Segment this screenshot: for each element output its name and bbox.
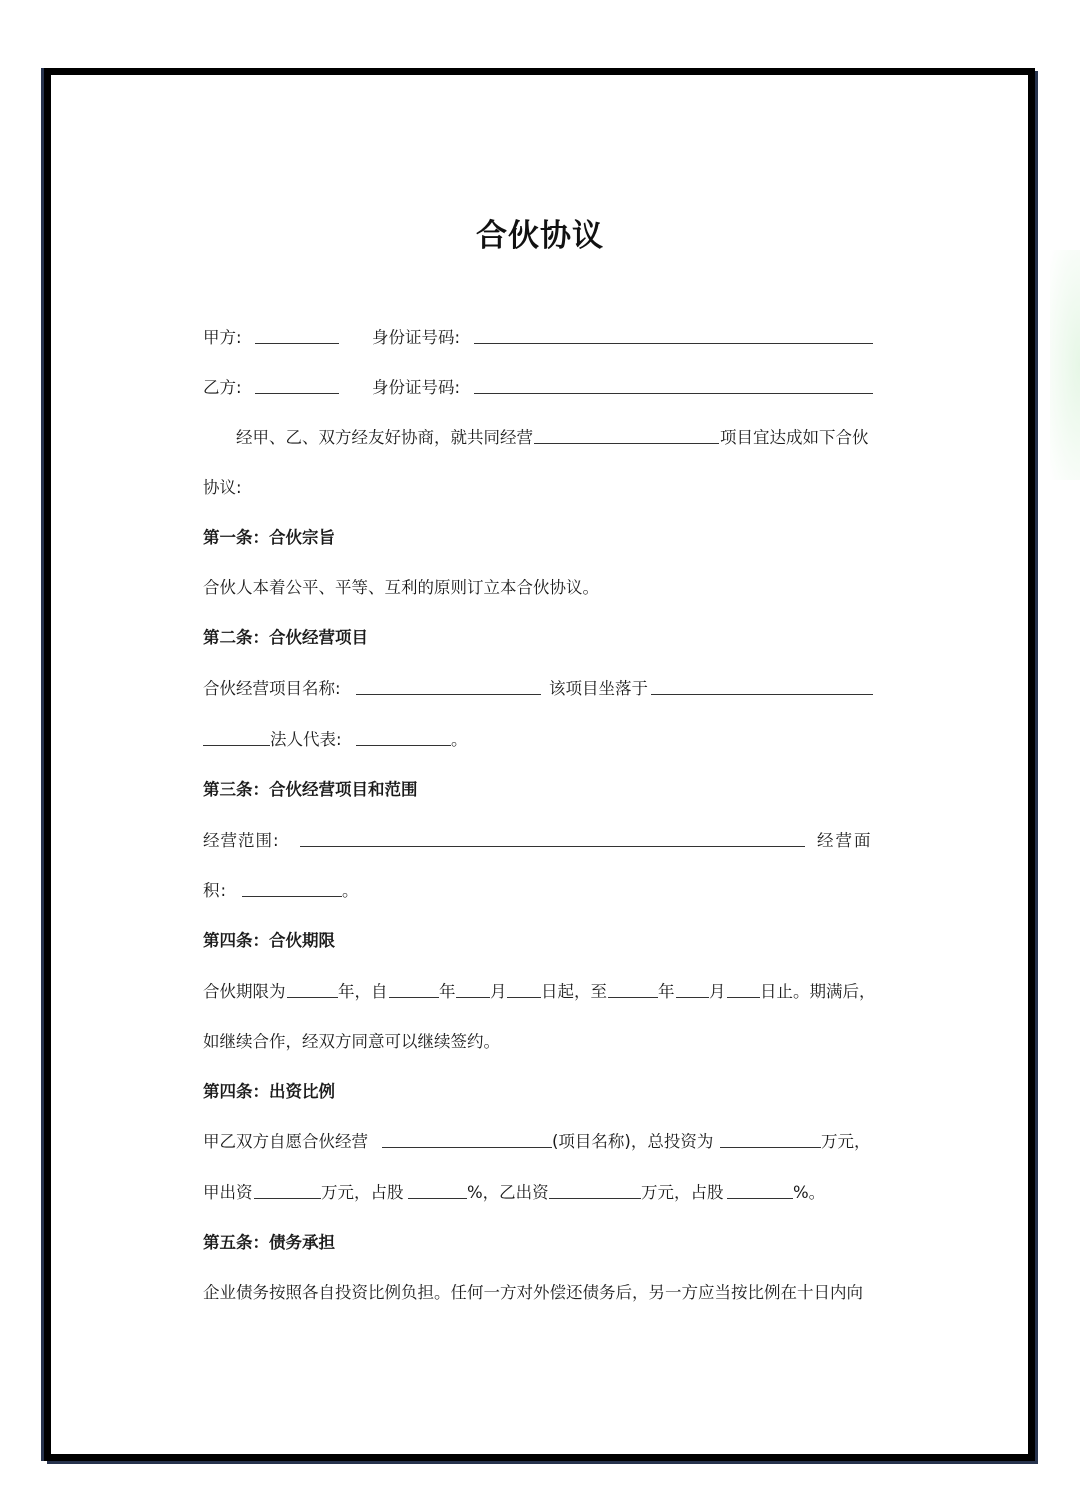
article-1-text: 合伙人本着公平、平等、互利的原则订立本合伙协议。 bbox=[203, 578, 599, 597]
article-4b-heading: 第四条：出资比例 bbox=[203, 1082, 335, 1101]
start-month-label: 月 bbox=[490, 982, 507, 1001]
legal-rep-label: 法人代表: bbox=[270, 730, 342, 749]
area-blank[interactable] bbox=[242, 876, 342, 897]
end-year-blank[interactable] bbox=[608, 977, 658, 998]
party-b-share-blank[interactable] bbox=[727, 1178, 793, 1199]
party-a-id-label: 身份证号码: bbox=[372, 328, 461, 347]
end-day-blank[interactable] bbox=[727, 977, 760, 998]
party-a-share-blank[interactable] bbox=[408, 1178, 467, 1199]
article-5-text: 企业债务按照各自投资比例负担。任何一方对外偿还债务后，另一方应当按比例在十日内向 bbox=[203, 1283, 863, 1302]
party-b-blank[interactable] bbox=[255, 373, 339, 394]
term-from-label: 年，自 bbox=[338, 982, 388, 1001]
article-5-heading: 第五条：债务承担 bbox=[203, 1233, 335, 1252]
end-month-blank[interactable] bbox=[676, 977, 709, 998]
party-b-capital-label: %，乙出资 bbox=[467, 1183, 549, 1202]
party-b-id-label: 身份证号码: bbox=[372, 378, 461, 397]
article-3-row-1 bbox=[203, 826, 873, 856]
intro-part3: 协议: bbox=[203, 478, 242, 497]
article-2-row-1 bbox=[203, 674, 873, 704]
party-a-capital-label: 甲出资 bbox=[203, 1183, 253, 1202]
party-b-share-unit: %。 bbox=[793, 1183, 826, 1202]
start-day-blank[interactable] bbox=[507, 977, 541, 998]
start-month-blank[interactable] bbox=[456, 977, 490, 998]
article-3-heading: 第三条：合伙经营项目和范围 bbox=[203, 780, 418, 799]
intro-row-2 bbox=[203, 473, 873, 503]
party-a-share-label: 万元，占股 bbox=[321, 1183, 404, 1202]
edge-glow bbox=[1050, 250, 1080, 480]
article-4b-row-1 bbox=[203, 1127, 873, 1157]
legal-rep-period: 。 bbox=[451, 730, 468, 749]
end-year-label: 年 bbox=[658, 982, 675, 1001]
end-month-label: 月 bbox=[709, 982, 726, 1001]
end-day-label: 日止。期满后， bbox=[760, 982, 876, 1001]
party-b-id-blank[interactable] bbox=[474, 373, 873, 394]
article-2-row-2 bbox=[203, 725, 873, 755]
party-b-share-label: 万元，占股 bbox=[641, 1183, 724, 1202]
capital-intro: 甲乙双方自愿合伙经营 bbox=[203, 1132, 368, 1151]
term-years-blank[interactable] bbox=[287, 977, 338, 998]
article-4-row-2: 如继续合作，经双方同意可以继续签约。 bbox=[203, 1032, 500, 1051]
article-1-heading: 第一条：合伙宗旨 bbox=[203, 528, 335, 547]
total-investment-blank[interactable] bbox=[720, 1127, 821, 1148]
start-year-label: 年 bbox=[439, 982, 456, 1001]
project-name-label: 合伙经营项目名称: bbox=[203, 679, 341, 698]
location-blank-cont[interactable] bbox=[203, 725, 270, 746]
intro-part1: 经甲、乙、双方经友好协商，就共同经营 bbox=[236, 428, 533, 447]
party-a-blank[interactable] bbox=[255, 323, 339, 344]
location-blank[interactable] bbox=[651, 674, 873, 695]
term-label: 合伙期限为 bbox=[203, 982, 286, 1001]
party-a-id-blank[interactable] bbox=[474, 323, 873, 344]
area-period: 。 bbox=[342, 881, 359, 900]
scope-blank[interactable] bbox=[300, 826, 805, 847]
project-blank[interactable] bbox=[534, 423, 719, 444]
article-4b-row-2 bbox=[203, 1178, 873, 1208]
party-b-capital-blank[interactable] bbox=[549, 1178, 641, 1199]
party-b-row bbox=[203, 373, 873, 403]
area-label-2: 积: bbox=[203, 881, 228, 900]
party-a-row bbox=[203, 323, 873, 353]
party-a-label: 甲方: bbox=[203, 328, 242, 347]
legal-rep-blank[interactable] bbox=[356, 725, 451, 746]
total-investment-unit: 万元， bbox=[821, 1132, 871, 1151]
intro-row bbox=[203, 423, 873, 453]
article-3-row-2 bbox=[203, 876, 873, 906]
project-name-blank[interactable] bbox=[356, 674, 541, 695]
total-investment-label: (项目名称)，总投资为 bbox=[552, 1132, 714, 1151]
party-a-capital-blank[interactable] bbox=[254, 1178, 321, 1199]
scope-label: 经营范围: bbox=[203, 831, 280, 850]
intro-part2: 项目宜达成如下合伙 bbox=[720, 428, 869, 447]
capital-project-blank[interactable] bbox=[382, 1127, 552, 1148]
location-label: 该项目坐落于 bbox=[549, 679, 648, 698]
party-b-label: 乙方: bbox=[203, 378, 242, 397]
article-2-heading: 第二条：合伙经营项目 bbox=[203, 628, 368, 647]
start-day-label: 日起，至 bbox=[541, 982, 607, 1001]
article-4-heading: 第四条：合伙期限 bbox=[203, 931, 335, 950]
area-label-1: 经营面 bbox=[817, 831, 873, 850]
document-title: 合伙协议 bbox=[476, 218, 604, 254]
article-4-row-1 bbox=[203, 977, 876, 1007]
start-year-blank[interactable] bbox=[389, 977, 439, 998]
